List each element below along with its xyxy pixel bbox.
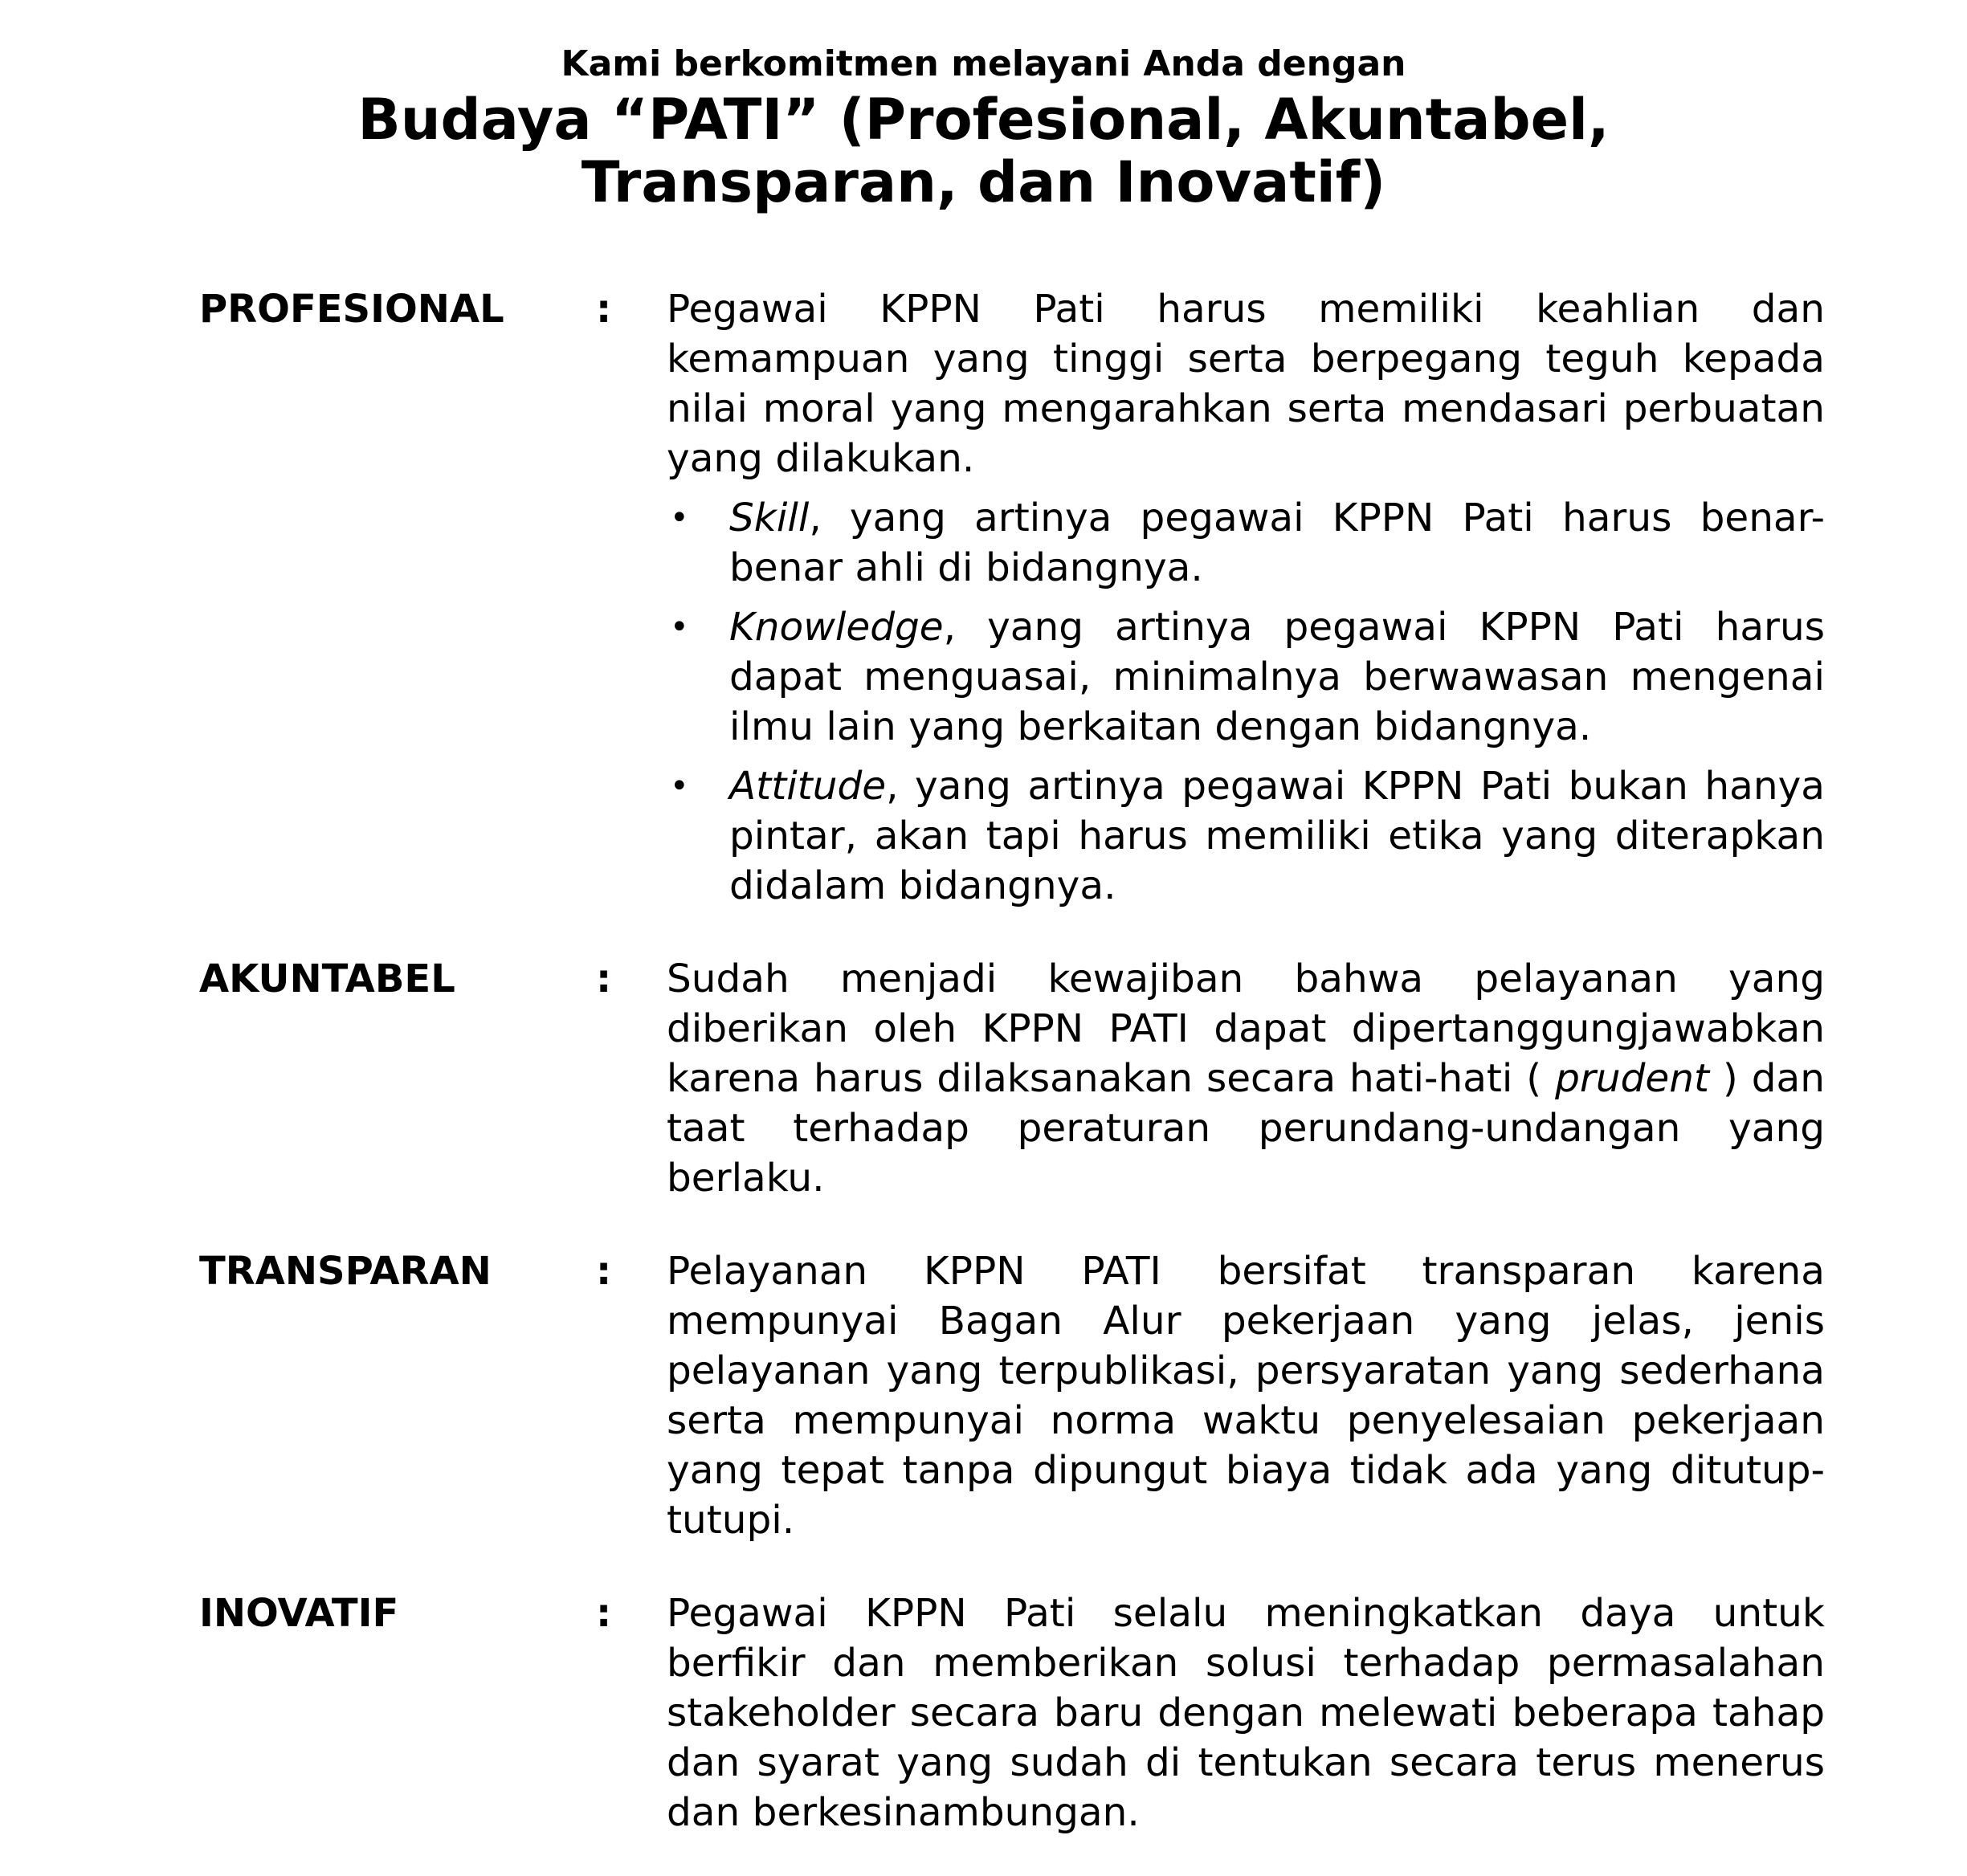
- colon-separator: :: [596, 1591, 612, 1636]
- term-profesional: PROFESIONAL: [199, 287, 504, 332]
- description-profesional: Pegawai KPPN Pati harus memiliki keahlian dan kemampuan yang tinggi serta berpegang teguh kepada nilai moral yang mengarahkan serta mendasari perbuatan yang dilakukan.: [667, 287, 1825, 481]
- bullet-icon: •: [670, 609, 689, 646]
- bullet-term-knowledge: Knowledge: [729, 605, 944, 650]
- bullet-item-skill: [667, 493, 1825, 593]
- term-inovatif: INOVATIF: [199, 1591, 399, 1636]
- page-title-line-1: Budaya “PATI” (Profesional, Akuntabel,: [357, 87, 1610, 153]
- page-subtitle: Kami berkomitmen melayani Anda dengan: [561, 43, 1406, 84]
- bullet-text-skill: , yang artinya pegawai KPPN Pati harus benar-benar ahli di bidangnya.: [729, 496, 1825, 590]
- page-title: [0, 88, 1967, 214]
- bullet-icon: •: [670, 500, 689, 536]
- description-akuntabel-italic: prudent: [1555, 1056, 1709, 1101]
- colon-separator: :: [596, 956, 612, 1001]
- page-title-line-2: Transparan, dan Inovatif): [581, 149, 1386, 215]
- bullet-term-skill: Skill: [729, 496, 810, 540]
- colon-separator: :: [596, 1249, 612, 1294]
- bullet-icon: •: [670, 768, 689, 805]
- bullet-text-attitude: , yang artinya pegawai KPPN Pati bukan hanya pintar, akan tapi harus memiliki etika yang diterapkan didalam bidangnya.: [729, 764, 1825, 908]
- description-akuntabel: [667, 954, 1825, 1203]
- description-transparan: Pelayanan KPPN PATI bersifat transparan karena mempunyai Bagan Alur pekerjaan yang jelas, jenis pelayanan yang terpublikasi, persyaratan yang sederhana serta mempunyai norma waktu penyelesaian pekerjaan yang tepat tanpa dipungut biaya tidak ada yang ditutup-tutupi.: [667, 1249, 1825, 1543]
- term-transparan: TRANSPARAN: [199, 1249, 492, 1294]
- bullet-text-knowledge: , yang artinya pegawai KPPN Pati harus dapat menguasai, minimalnya berwawasan mengenai ilmu lain yang berkaitan dengan bidangnya.: [729, 605, 1825, 749]
- bullet-term-attitude: Attitude: [729, 764, 887, 809]
- term-akuntabel: AKUNTABEL: [199, 956, 455, 1001]
- bullet-item-knowledge: [667, 602, 1825, 752]
- description-akuntabel-part-1: Sudah menjadi kewajiban bahwa pelayanan yang diberikan oleh KPPN PATI dapat dipertanggungjawabkan karena harus dilaksanakan secara hati-hati (: [667, 956, 1825, 1101]
- colon-separator: :: [596, 287, 612, 332]
- description-akuntabel-part-2: ) dan taat terhadap peraturan perundang-undangan yang berlaku.: [667, 1056, 1825, 1201]
- profesional-bullet-list: [667, 493, 1825, 920]
- description-inovatif: Pegawai KPPN Pati selalu meningkatkan daya untuk berfikir dan memberikan solusi terhadap permasalahan stakeholder secara baru dengan melewati beberapa tahap dan syarat yang sudah di tentukan secara terus menerus dan berkesinambungan.: [667, 1591, 1825, 1835]
- bullet-item-attitude: [667, 761, 1825, 911]
